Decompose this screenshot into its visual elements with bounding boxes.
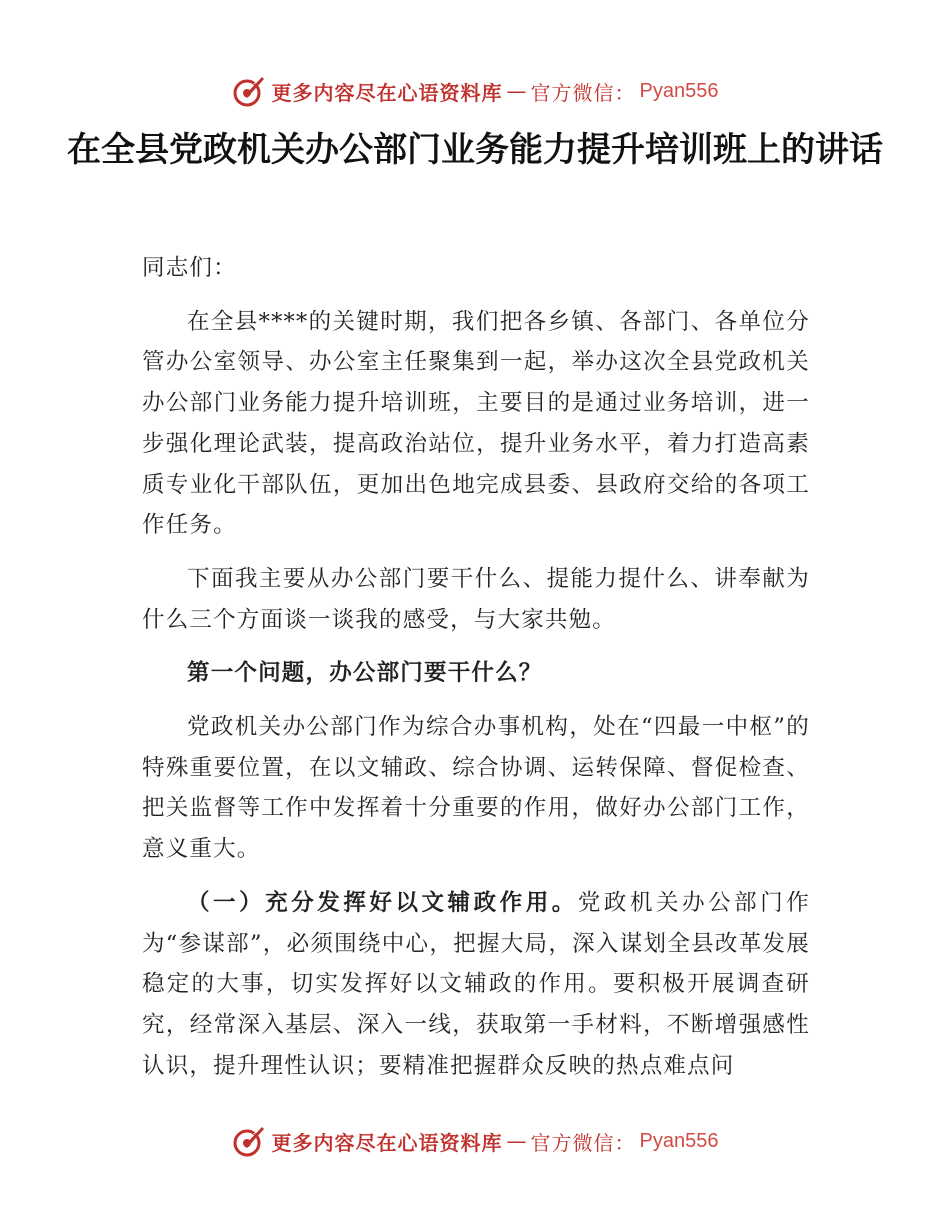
- subsection-lead: （一）充分发挥好以文辅政作用。: [187, 889, 578, 916]
- subsection-body: 党政机关办公部门作为“参谋部”，必须围绕中心，把握大局，深入谋划全县改革发展稳定的大事，切实发挥好以文辅政的作用。要积极开展调查研究，经常深入基层、深入一线，获取第一手材料，不断增强感性认识，提升理性认识；要精准把握群众反映的热点难点问: [142, 889, 810, 1079]
- quill-logo-icon: [232, 1124, 266, 1158]
- quill-logo-icon: [232, 74, 266, 108]
- paragraph-intro: 在全县****的关键时期，我们把各乡镇、各部门、各单位分管办公室领导、办公室主任聚集到一起，举办这次全县党政机关办公部门业务能力提升培训班，主要目的是通过业务培训，进一步强化理论武装，提高政治站位，提升业务水平，着力打造高素质专业化干部队伍，更加出色地完成县委、县政府交给的各项工作任务。: [142, 308, 810, 539]
- banner-separator: —: [506, 79, 527, 103]
- document-title: 在全县党政机关办公部门业务能力提升培训班上的讲话: [67, 130, 883, 170]
- banner-official-label: 官方微信：: [530, 80, 636, 105]
- banner-separator: —: [506, 1129, 527, 1153]
- paragraph-outline: 下面我主要从办公部门要干什么、提能力提什么、讲奉献为什么三个方面谈一谈我的感受，与大家共勉。: [142, 565, 810, 633]
- document-body: [142, 248, 810, 1099]
- footer-watermark: [0, 1124, 950, 1158]
- banner-text: 更多内容尽在心语资料库: [271, 80, 503, 105]
- banner-text: 更多内容尽在心语资料库: [271, 1130, 503, 1155]
- banner-wechat-id: Pyan556: [639, 1129, 719, 1152]
- salutation: 同志们：: [142, 255, 237, 281]
- section-heading: 第一个问题，办公部门要干什么？: [187, 660, 543, 687]
- paragraph-subsection-1: [142, 883, 810, 1087]
- paragraph-role: 党政机关办公部门作为综合办事机构，处在“四最一中枢”的特殊重要位置，在以文辅政、综合协调、运转保障、督促检查、把关监督等工作中发挥着十分重要的作用，做好办公部门工作，意义重大。: [142, 714, 810, 863]
- banner-wechat-id: Pyan556: [639, 79, 719, 102]
- banner-official-label: 官方微信：: [530, 1130, 636, 1155]
- header-watermark: [0, 74, 950, 108]
